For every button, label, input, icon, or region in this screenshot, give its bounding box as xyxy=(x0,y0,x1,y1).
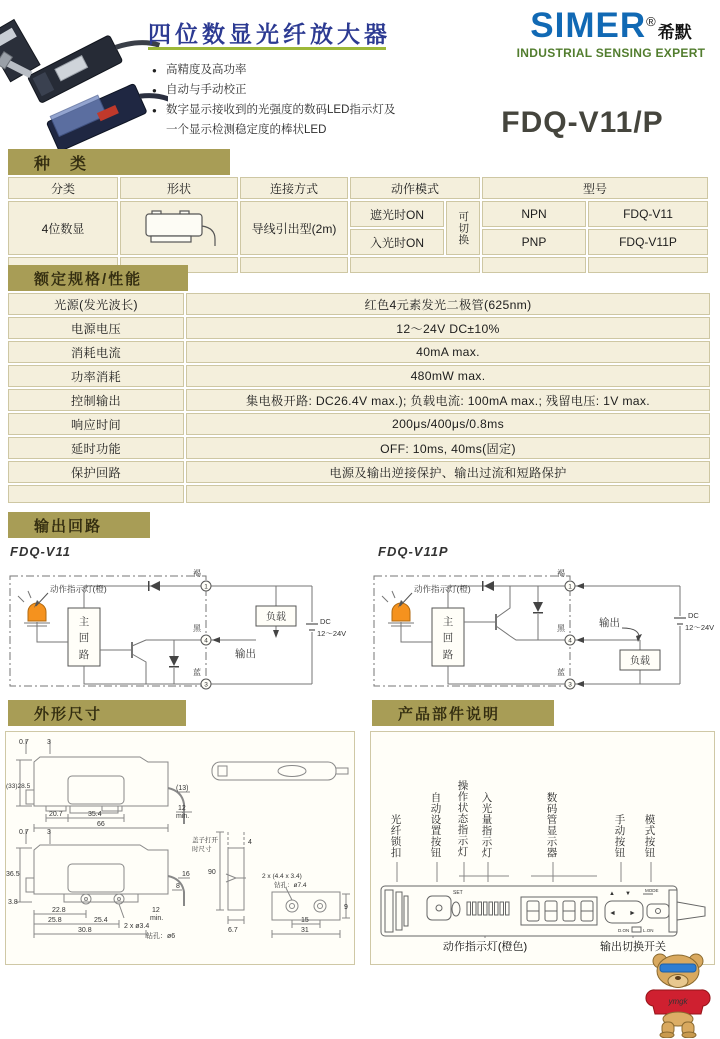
dim-label: min. xyxy=(150,915,164,922)
part-label-fiber-latch: 光纤锁扣 xyxy=(389,814,402,858)
bullet-text: 高精度及高功率 xyxy=(166,64,247,76)
dim-label: 4 xyxy=(248,839,252,846)
part-label-light-led: 入光量指示灯 xyxy=(480,792,493,858)
part-label-mode-button: 模式按钮 xyxy=(643,814,656,858)
amplifier-panel-drawing xyxy=(375,882,711,940)
dim-label: 20.7 xyxy=(49,811,63,818)
dim-label: 0.7 xyxy=(19,739,29,746)
dim-label: 3 xyxy=(47,829,51,836)
empty-cell xyxy=(8,485,184,503)
mode-dark-on: 遮光时ON xyxy=(350,201,444,227)
brand-logo xyxy=(505,8,717,60)
category-table xyxy=(8,177,708,273)
dim-label: 6.7 xyxy=(228,927,238,934)
mascot-shirt-text: ymgk xyxy=(668,997,688,1006)
main-circuit-char: 回 xyxy=(442,632,454,644)
load-label: 负载 xyxy=(630,656,650,667)
dim-label: 25.4 xyxy=(94,917,108,924)
section-badge-category: 种 类 xyxy=(8,149,230,175)
spec-value: 200μs/400μs/0.8ms xyxy=(186,413,710,435)
section-badge-specs: 额定规格/性能 xyxy=(8,265,188,291)
dim-label: 22.8 xyxy=(52,907,66,914)
mode-switchable: 可切换 xyxy=(446,201,480,255)
col-header-model: 型号 xyxy=(482,177,708,199)
dc-label: DC xyxy=(688,611,699,620)
dim-label: 时尺寸 xyxy=(192,846,212,853)
right-arrow-icon: ► xyxy=(629,910,636,917)
spec-value: 红色4元素发光二极管(625nm) xyxy=(186,293,710,315)
output-type-pnp: PNP xyxy=(482,229,586,255)
dim-label: 12 xyxy=(152,907,160,914)
circuit-diagram-npn xyxy=(4,562,356,700)
dim-label: 25.8 xyxy=(48,917,62,924)
terminal-brown-label: 褐 xyxy=(193,569,201,578)
dim-label: 2 x (4.4 x 3.4) xyxy=(262,873,302,880)
terminal-number: 1 xyxy=(204,583,208,591)
parts-panel xyxy=(370,731,715,965)
dim-label: 36.5 xyxy=(6,871,20,878)
brand-name: SIMER xyxy=(530,6,647,45)
empty-cell xyxy=(240,257,348,273)
dimensions-panel xyxy=(5,731,355,965)
dim-label: 30.8 xyxy=(78,927,92,934)
spec-label: 电源电压 xyxy=(8,317,184,339)
dim-label: 15 xyxy=(301,917,309,924)
page-title: 四位数显光纤放大器 xyxy=(148,21,391,47)
dim-label: 66 xyxy=(97,821,105,828)
circuit-model-right: FDQ-V11P xyxy=(378,544,449,559)
circuit-model-left: FDQ-V11 xyxy=(10,544,71,559)
spec-value: 集电极开路: DC26.4V max.); 负载电流: 100mA max.; 残留电压: 1V max. xyxy=(186,389,710,411)
up-arrow-icon: ▲ xyxy=(609,891,615,897)
dim-label: 2 x ø3.4 xyxy=(124,923,150,930)
bullet-icon: ● xyxy=(152,66,157,75)
output-label: 输出 xyxy=(599,617,620,629)
part-label-auto-set: 自动设置按钮 xyxy=(429,792,442,858)
spec-value: 12～24V DC±10% xyxy=(186,317,710,339)
terminal-black-label: 黑 xyxy=(193,624,201,633)
empty-cell xyxy=(350,257,480,273)
spec-table xyxy=(8,293,710,503)
spec-value: 480mW max. xyxy=(186,365,710,387)
bullet-icon: ● xyxy=(152,86,157,96)
dim-label: 16 xyxy=(182,871,190,878)
shape-cell xyxy=(120,201,238,255)
spec-label: 功率消耗 xyxy=(8,365,184,387)
spec-label: 光源(发光波长) xyxy=(8,293,184,315)
col-header-connection: 连接方式 xyxy=(240,177,348,199)
terminal-brown-label: 褐 xyxy=(557,569,565,578)
dim-label: 3 xyxy=(47,739,51,746)
dim-label: (13) xyxy=(176,785,189,792)
terminal-number: 1 xyxy=(568,583,572,591)
terminal-number: 4 xyxy=(568,637,572,645)
model-npn: FDQ-V11 xyxy=(588,201,708,227)
mode-label: MODE xyxy=(645,888,659,893)
dim-label: 35.4 xyxy=(88,811,102,818)
dim-label: 12 xyxy=(178,805,186,812)
part-label-manual-button: 手动按钮 xyxy=(613,814,626,858)
col-header-shape: 形状 xyxy=(120,177,238,199)
don-label: D.ON xyxy=(618,928,630,933)
spec-label: 保护回路 xyxy=(8,461,184,483)
dim-label: 8 xyxy=(176,883,180,890)
bullet-icon: ● xyxy=(152,106,157,116)
shape-drawing xyxy=(134,206,224,250)
dim-label: 31 xyxy=(301,927,309,934)
dim-label: 0.7 xyxy=(19,829,29,836)
feature-bullet xyxy=(152,80,462,100)
dc-label: DC xyxy=(320,617,331,626)
spec-value: 40mA max. xyxy=(186,341,710,363)
bullet-text-continuation: 一个显示检测稳定度的棒状LED xyxy=(166,124,327,137)
dim-label: 钻孔：ø6 xyxy=(146,933,176,940)
feature-bullet xyxy=(152,100,462,120)
empty-cell xyxy=(482,257,586,273)
part-label-digit-display: 数码管显示器 xyxy=(545,792,558,858)
main-circuit-char: 主 xyxy=(78,616,90,628)
spec-label: 控制输出 xyxy=(8,389,184,411)
connection-value: 导线引出型(2m) xyxy=(240,201,348,255)
dim-label: min. xyxy=(176,813,190,820)
part-label-action-led: 动作指示灯(橙色) xyxy=(442,941,528,953)
down-arrow-icon: ▼ xyxy=(625,891,631,897)
title-underline xyxy=(148,47,386,50)
brand-tagline: INDUSTRIAL SENSING EXPERT xyxy=(516,46,706,60)
led-label: 动作指示灯(橙) xyxy=(50,584,107,594)
mode-light-on: 入光时ON xyxy=(350,229,444,255)
spec-value: OFF: 10ms, 40ms(固定) xyxy=(186,437,710,459)
set-label: SET xyxy=(453,890,463,896)
led-label: 动作指示灯(橙) xyxy=(414,584,471,594)
section-badge-dimensions: 外形尺寸 xyxy=(8,700,186,726)
mascot-bear xyxy=(642,950,714,1038)
left-arrow-icon: ◄ xyxy=(609,910,616,917)
part-label-output-switch: 输出切换开关 xyxy=(600,941,666,953)
col-header-category: 分类 xyxy=(8,177,118,199)
circuit-diagram-pnp xyxy=(368,562,716,700)
main-circuit-char: 主 xyxy=(442,616,454,628)
product-photo xyxy=(0,0,168,150)
spec-label: 消耗电流 xyxy=(8,341,184,363)
main-circuit-char: 路 xyxy=(442,649,454,661)
dc-range-label: 12～24V xyxy=(317,629,347,638)
empty-cell xyxy=(186,485,710,503)
brand-name-cn: 希默 xyxy=(657,22,692,42)
terminal-blue-label: 蓝 xyxy=(193,668,201,677)
spec-label: 响应时间 xyxy=(8,413,184,435)
spec-label: 延时功能 xyxy=(8,437,184,459)
terminal-number: 3 xyxy=(204,681,208,689)
section-badge-output-circuit: 输出回路 xyxy=(8,512,150,538)
dim-label: 90 xyxy=(208,869,216,876)
terminal-blue-label: 蓝 xyxy=(557,668,565,677)
dim-label: 9 xyxy=(344,904,348,911)
feature-bullets xyxy=(152,60,462,141)
dim-label: 盖子打开 xyxy=(192,837,218,844)
main-circuit-char: 回 xyxy=(78,632,90,644)
part-label-status-led: 操作状态指示灯 xyxy=(456,780,469,857)
output-label: 输出 xyxy=(235,648,256,660)
dim-label: 3.8 xyxy=(8,899,18,906)
output-type-npn: NPN xyxy=(482,201,586,227)
terminal-number: 3 xyxy=(568,681,572,689)
bullet-text: 自动与手动校正 xyxy=(166,84,247,97)
dc-range-label: 12～24V xyxy=(685,623,715,632)
registered-mark-icon: ® xyxy=(646,14,656,29)
terminal-black-label: 黑 xyxy=(557,624,565,633)
dim-label: (33)28.5 xyxy=(6,783,31,790)
category-value: 4位数显 xyxy=(8,201,118,255)
section-badge-parts: 产品部件说明 xyxy=(372,700,554,726)
bullet-text: 数字显示接收到的光强度的数码LED指示灯及 xyxy=(166,104,396,117)
load-label: 负载 xyxy=(266,612,286,623)
spec-value: 电源及输出逆接保护、输出过流和短路保护 xyxy=(186,461,710,483)
terminal-number: 4 xyxy=(204,637,208,645)
lon-label: L.ON xyxy=(643,928,654,933)
main-circuit-char: 路 xyxy=(78,649,90,661)
empty-cell xyxy=(588,257,708,273)
model-pnp: FDQ-V11P xyxy=(588,229,708,255)
feature-bullet xyxy=(152,60,462,80)
dim-label: 钻孔：ø7.4 xyxy=(274,882,307,889)
col-header-mode: 动作模式 xyxy=(350,177,480,199)
model-number: FDQ-V11/P xyxy=(501,106,664,139)
dimension-drawing xyxy=(6,732,354,964)
